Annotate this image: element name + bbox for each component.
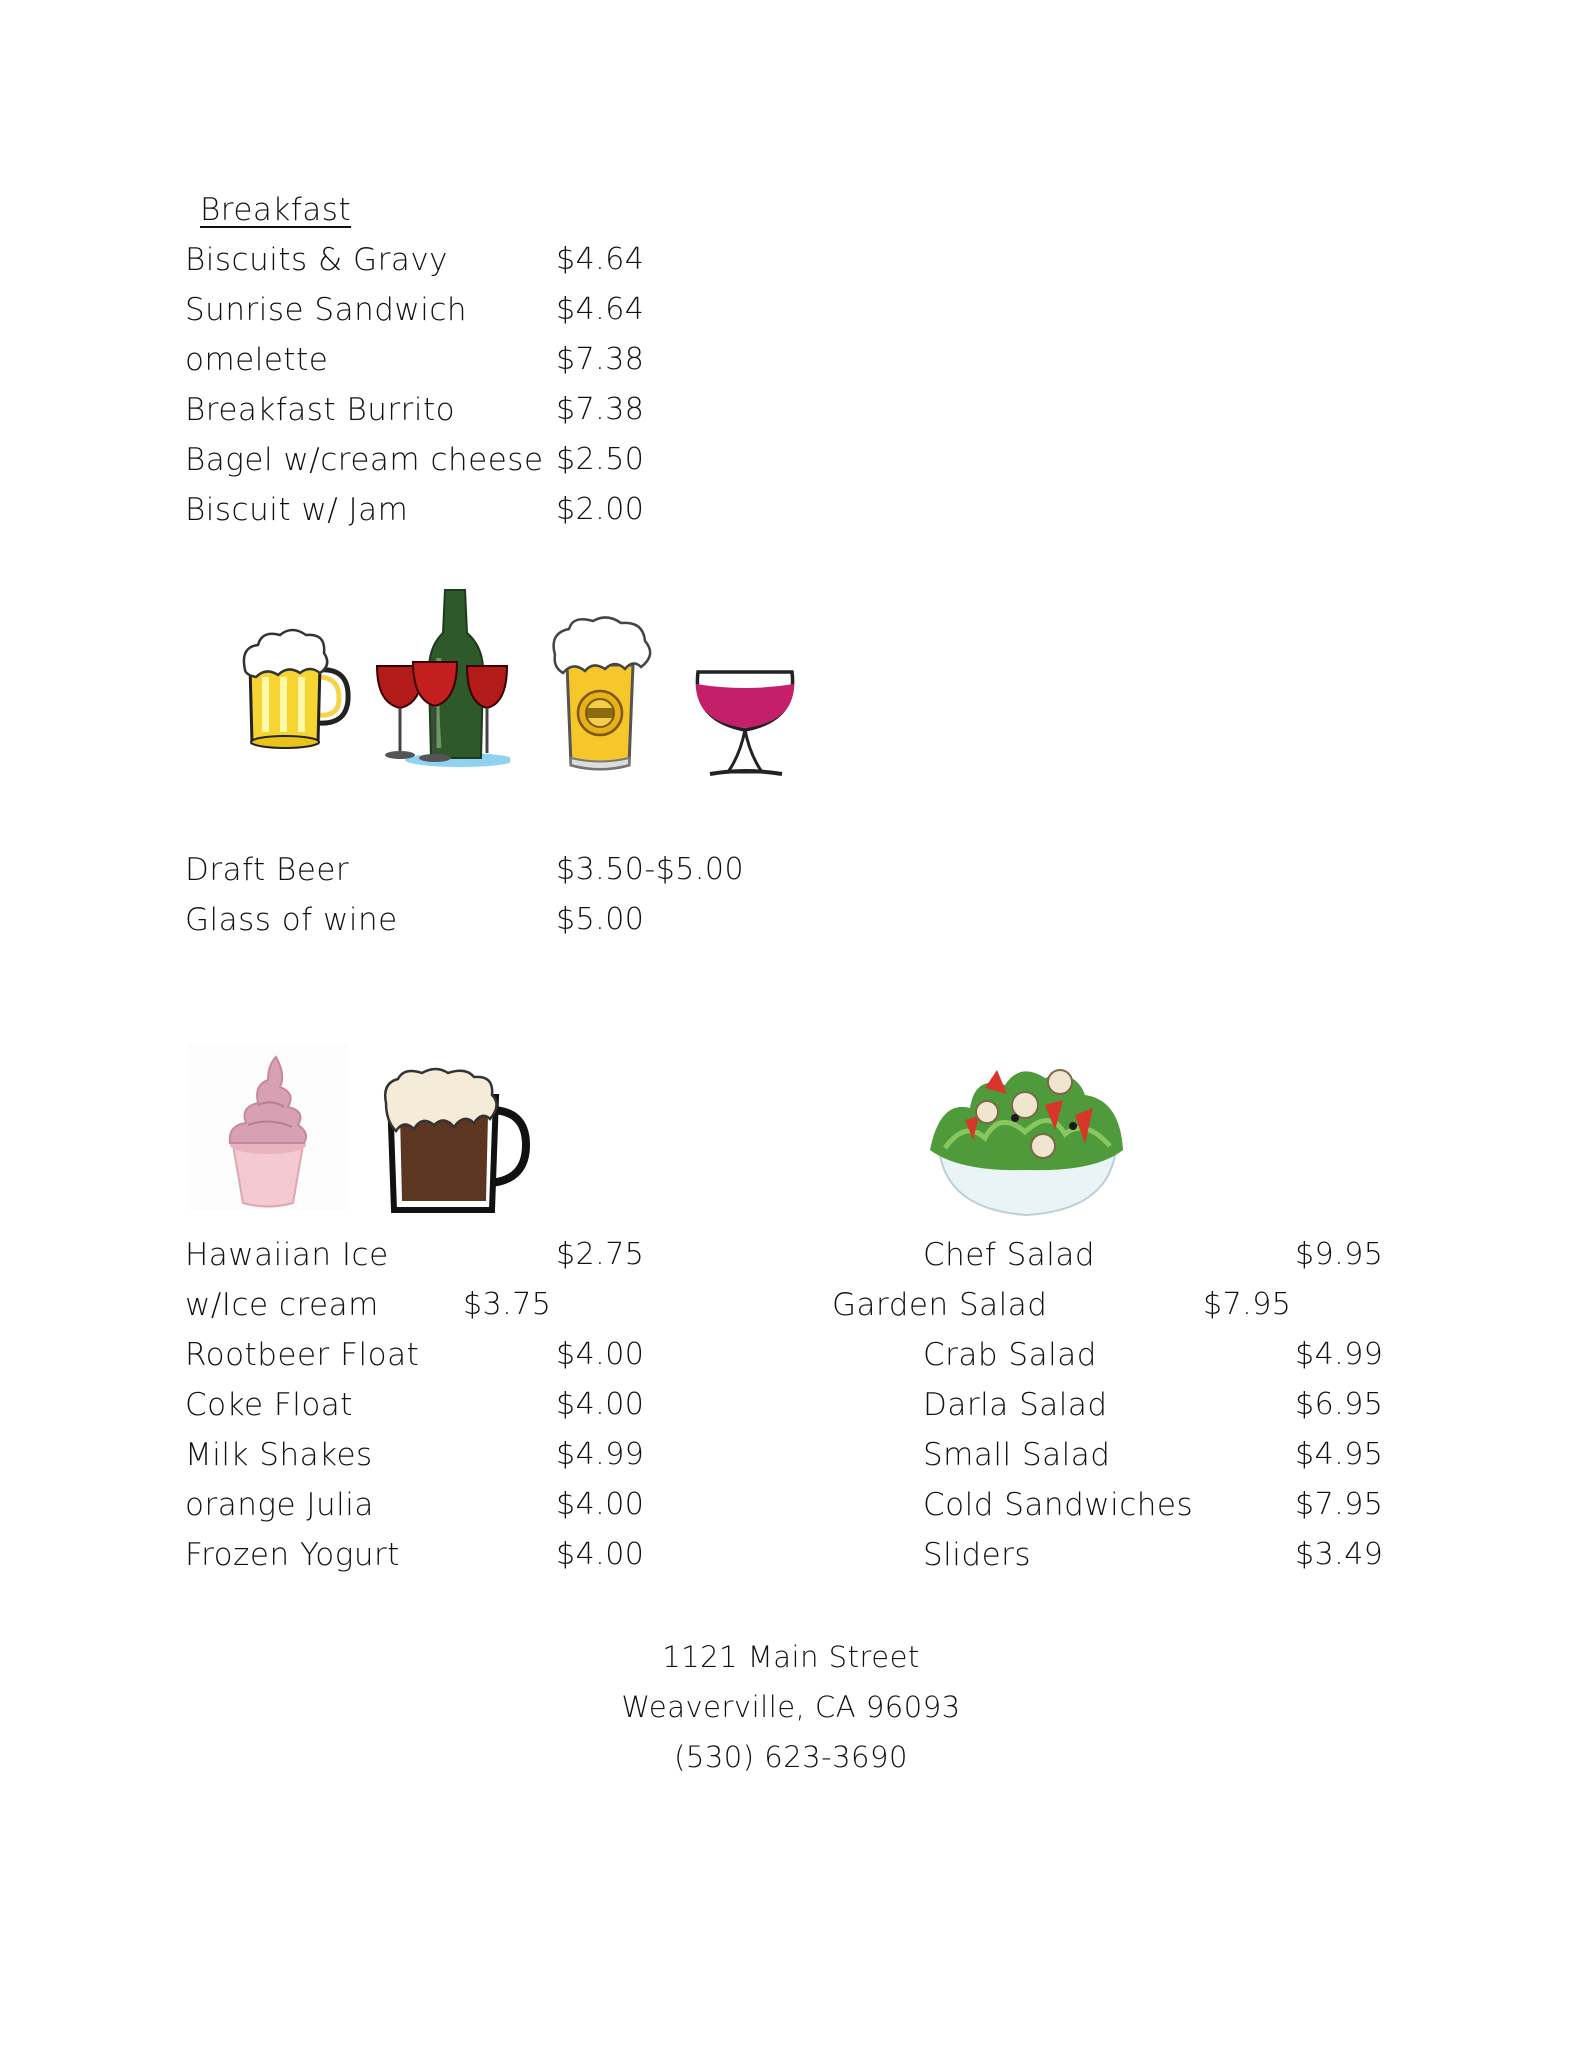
salad-item-price: $3.49 bbox=[1295, 1537, 1384, 1572]
salad-item-name: Garden Salad bbox=[832, 1287, 1048, 1323]
salad-item-name: Chef Salad bbox=[923, 1237, 1096, 1273]
salad-item-name: Small Salad bbox=[923, 1437, 1111, 1473]
salad-item-price: $9.95 bbox=[1295, 1237, 1384, 1272]
salad-item-price: $7.95 bbox=[1295, 1487, 1384, 1522]
drink-item-name: Draft Beer bbox=[185, 852, 350, 888]
salad-item-name: Sliders bbox=[923, 1537, 1032, 1573]
treat-item-name: orange Julia bbox=[185, 1487, 374, 1523]
breakfast-item-name: Biscuits & Gravy bbox=[185, 242, 449, 278]
treat-item-name: Coke Float bbox=[185, 1387, 353, 1423]
treat-item-price: $2.75 bbox=[556, 1237, 645, 1272]
drink-item-name: Glass of wine bbox=[185, 902, 398, 938]
breakfast-heading: Breakfast bbox=[200, 192, 352, 228]
breakfast-item-name: Bagel w/cream cheese bbox=[185, 442, 544, 478]
address-street: 1121 Main Street bbox=[662, 1640, 920, 1674]
salad-item-price: $7.95 bbox=[1203, 1287, 1292, 1322]
salad-bowl-icon bbox=[925, 1060, 1130, 1220]
treat-item-name: Frozen Yogurt bbox=[185, 1537, 400, 1573]
breakfast-item-name: Biscuit w/ Jam bbox=[185, 492, 409, 528]
treat-item-price: $4.00 bbox=[556, 1537, 645, 1572]
breakfast-item-name: omelette bbox=[185, 342, 329, 378]
treat-item-price: $4.99 bbox=[556, 1437, 645, 1472]
salad-item-price: $4.95 bbox=[1295, 1437, 1384, 1472]
drink-item-price: $5.00 bbox=[556, 902, 645, 937]
breakfast-item-name: Sunrise Sandwich bbox=[185, 292, 468, 328]
treat-item-name: Hawaiian Ice bbox=[185, 1237, 389, 1273]
address-phone: (530) 623-3690 bbox=[674, 1740, 908, 1774]
salad-item-name: Darla Salad bbox=[923, 1387, 1108, 1423]
wine-glass-icon bbox=[690, 660, 800, 780]
address-city: Weaverville, CA 96093 bbox=[621, 1690, 961, 1724]
wine-bottle-and-glasses-icon bbox=[375, 588, 510, 770]
breakfast-item-price: $2.00 bbox=[556, 492, 645, 527]
salad-item-name: Cold Sandwiches bbox=[923, 1487, 1194, 1523]
breakfast-item-price: $2.50 bbox=[556, 442, 645, 477]
breakfast-item-price: $4.64 bbox=[556, 292, 645, 327]
drink-item-price: $3.50-$5.00 bbox=[556, 852, 745, 887]
breakfast-item-name: Breakfast Burrito bbox=[185, 392, 456, 428]
root-beer-mug-icon bbox=[378, 1065, 533, 1215]
treat-item-price: $4.00 bbox=[556, 1487, 645, 1522]
salad-item-price: $4.99 bbox=[1295, 1337, 1384, 1372]
beer-mug-icon bbox=[240, 625, 355, 750]
soft-serve-icon bbox=[188, 1045, 348, 1210]
treat-item-price: $3.75 bbox=[463, 1287, 552, 1322]
treat-item-price: $4.00 bbox=[556, 1387, 645, 1422]
treat-item-name: Rootbeer Float bbox=[185, 1337, 420, 1373]
salad-item-name: Crab Salad bbox=[923, 1337, 1097, 1373]
breakfast-item-price: $4.64 bbox=[556, 242, 645, 277]
breakfast-item-price: $7.38 bbox=[556, 392, 645, 427]
treat-item-name: Milk Shakes bbox=[185, 1437, 373, 1473]
salad-item-price: $6.95 bbox=[1295, 1387, 1384, 1422]
beer-pint-icon bbox=[545, 615, 660, 775]
treat-item-name: w/Ice cream bbox=[185, 1287, 379, 1323]
breakfast-item-price: $7.38 bbox=[556, 342, 645, 377]
treat-item-price: $4.00 bbox=[556, 1337, 645, 1372]
